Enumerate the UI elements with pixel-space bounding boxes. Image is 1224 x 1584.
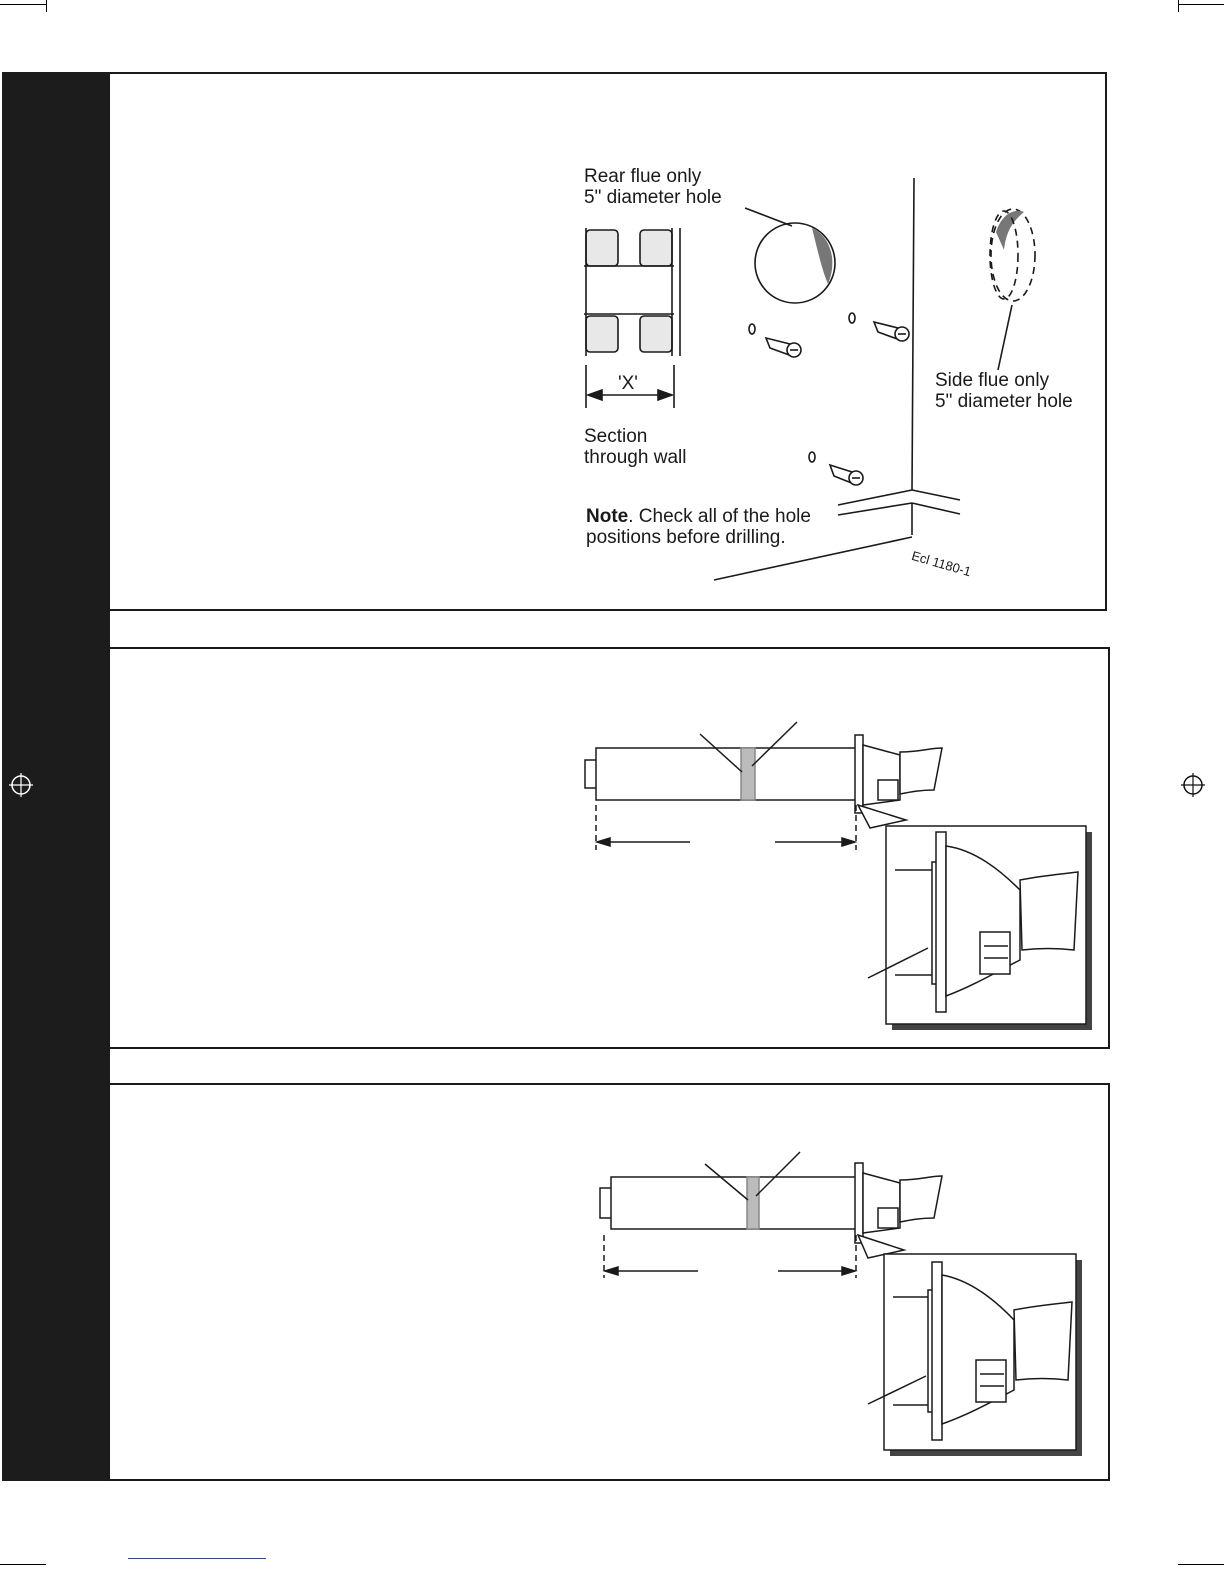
section-label-line2: through wall: [584, 447, 687, 468]
wall-plug-2: [849, 313, 909, 341]
crop-mark-top-right: [1178, 4, 1224, 5]
wall-plug-3: [809, 452, 863, 485]
figure-wall-drilling-panel: [108, 72, 1107, 611]
section-label-line1: Section: [584, 426, 648, 447]
wall-plug-1: [749, 324, 801, 357]
rear-flue-label: [584, 166, 722, 208]
side-flue-label: [935, 370, 1073, 412]
section-label: [584, 426, 686, 468]
side-flue-label-line2: 5" diameter hole: [935, 391, 1073, 412]
rear-flue-label-line2: 5" diameter hole: [584, 187, 722, 208]
rear-flue-label-line1: Rear flue only: [584, 166, 702, 187]
note-text: [586, 506, 811, 548]
side-flue-hole: [990, 209, 1035, 370]
crop-mark-top-left: [0, 4, 46, 5]
side-flue-label-line1: Side flue only: [935, 370, 1050, 391]
note-text-line2: positions before drilling.: [586, 527, 786, 548]
registration-mark-right: [1179, 771, 1207, 799]
x-dimension-label: 'X': [618, 373, 638, 394]
note-bold: Note: [586, 506, 629, 527]
crop-mark-vertical-top-left: [46, 0, 47, 12]
flue-terminal-diagram-1: [110, 649, 1108, 1047]
crop-mark-vertical-top-right: [1178, 0, 1179, 12]
figure-flue-terminal-panel-2: [108, 1083, 1110, 1481]
crop-mark-bottom-left: [0, 1564, 46, 1565]
footer-rule: [128, 1558, 266, 1559]
drawing-code: Ecl 1180-1: [909, 548, 973, 580]
flue-terminal-diagram-2: [110, 1085, 1108, 1479]
note-text-line1: . Check all of the hole: [628, 506, 811, 527]
crop-mark-bottom-right: [1178, 1564, 1224, 1565]
registration-mark-left: [7, 771, 35, 799]
rear-flue-hole: [745, 208, 835, 303]
figure-flue-terminal-panel-1: [108, 647, 1110, 1049]
